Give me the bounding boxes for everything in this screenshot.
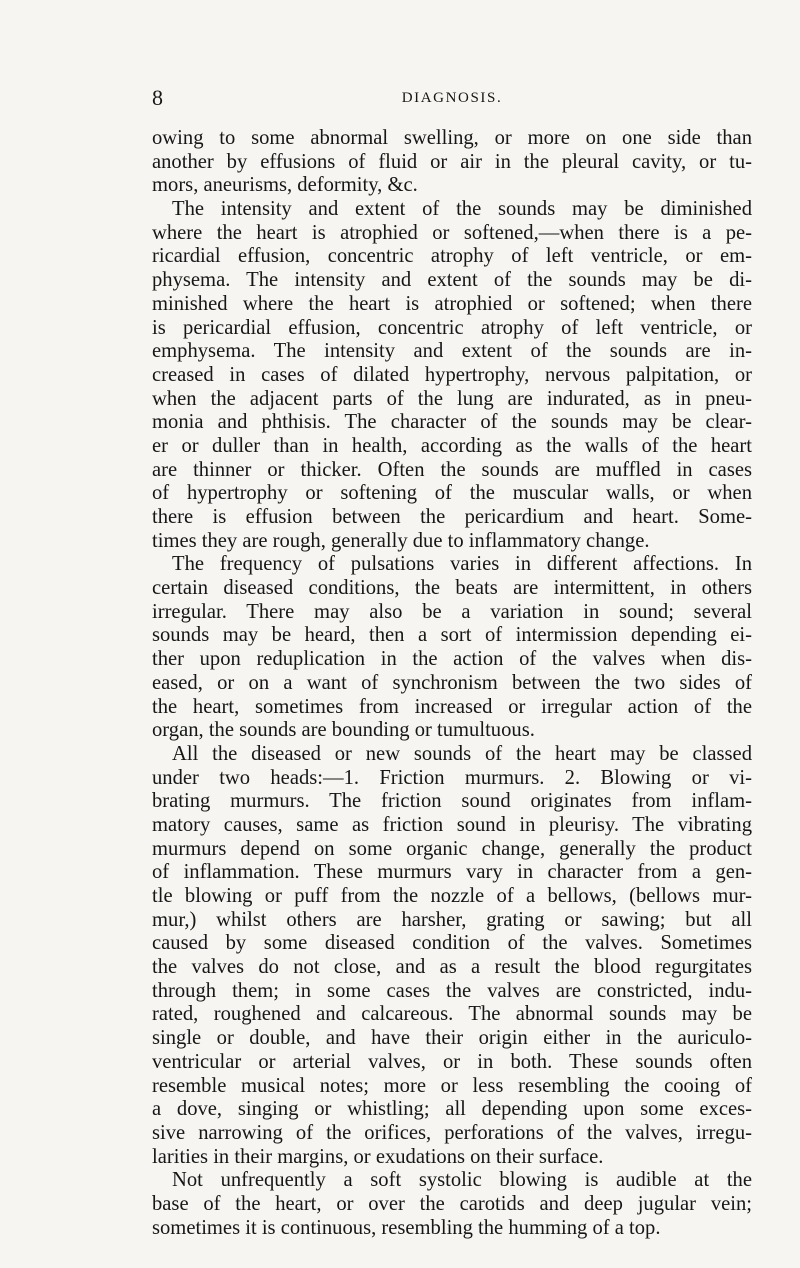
text-line: mur,) whilst others are harsher, grating or sawing; but all xyxy=(152,908,752,931)
text-line: owing to some abnormal swelling, or more on one side than xyxy=(152,127,752,149)
text-line: times they are rough, generally due to inflammatory change. xyxy=(152,529,650,552)
text-line: the heart, sometimes from increased or irregular action of the xyxy=(152,695,752,718)
text-line: Not unfrequently a soft systolic blowing is audible at the xyxy=(172,1169,752,1192)
running-head: DIAGNOSIS. xyxy=(401,90,503,106)
text-line: minished where the heart is atrophied or softened; when there xyxy=(152,292,752,315)
text-line: single or double, and have their origin either in the auriculo- xyxy=(152,1027,752,1050)
text-line: ther upon reduplication in the action of the valves when dis- xyxy=(152,648,752,671)
text-line: er or duller than in health, according as the walls of the heart xyxy=(152,434,752,457)
text-line: resemble musical notes; more or less resembling the cooing of xyxy=(152,1074,752,1097)
text-line: is pericardial effusion, concentric atrophy of left ventricle, or xyxy=(152,316,752,339)
paragraph xyxy=(152,1169,752,1240)
text-line: sive narrowing of the orifices, perforations of the valves, irregu- xyxy=(152,1121,752,1144)
text-line: are thinner or thicker. Often the sounds are muffled in cases xyxy=(152,458,752,481)
text-line: irregular. There may also be a variation in sound; several xyxy=(152,600,752,623)
text-line: monia and phthisis. The character of the sounds may be clear- xyxy=(152,411,752,434)
text-line: The intensity and extent of the sounds may be diminished xyxy=(172,198,752,221)
text-line: of inflammation. These murmurs vary in character from a gen- xyxy=(152,861,752,884)
text-line: through them; in some cases the valves are constricted, indu- xyxy=(152,979,752,1002)
paragraph xyxy=(152,743,752,1169)
text-line: there is effusion between the pericardium and heart. Some- xyxy=(152,506,752,528)
text-line: tle blowing or puff from the nozzle of a bellows, (bellows mur- xyxy=(152,885,752,907)
text-line: murmurs depend on some organic change, generally the product xyxy=(152,837,752,860)
text-line: of hypertrophy or softening of the muscular walls, or when xyxy=(152,482,752,505)
paragraph xyxy=(152,553,752,743)
paragraph xyxy=(152,198,752,553)
text-line: rated, roughened and calcareous. The abnormal sounds may be xyxy=(152,1003,752,1026)
text-line: All the diseased or new sounds of the heart may be classed xyxy=(172,742,752,765)
text-line: a dove, singing or whistling; all depending upon some exces- xyxy=(152,1098,752,1121)
text-line: base of the heart, or over the carotids and deep jugular vein; xyxy=(152,1192,752,1215)
text-line: brating murmurs. The friction sound originates from inflam- xyxy=(152,790,752,813)
text-line: another by effusions of fluid or air in the pleural cavity, or tu- xyxy=(152,150,752,173)
text-line: caused by some diseased condition of the valves. Sometimes xyxy=(152,932,752,955)
text-line: creased in cases of dilated hypertrophy, nervous palpitation, or xyxy=(152,363,752,386)
paragraph xyxy=(152,127,752,198)
body-text xyxy=(152,127,752,1240)
text-line: mors, aneurisms, deformity, &c. xyxy=(152,174,418,197)
text-line: where the heart is atrophied or softened,—when there is a pe- xyxy=(152,221,752,244)
text-line: larities in their margins, or exudations on their surface. xyxy=(152,1145,604,1168)
page-number: 8 xyxy=(152,85,163,110)
text-line: The frequency of pulsations varies in different affections. In xyxy=(172,553,752,576)
text-line: certain diseased conditions, the beats are intermittent, in others xyxy=(152,577,752,600)
text-line: under two heads:—1. Friction murmurs. 2. Blowing or vi- xyxy=(152,766,752,789)
text-line: organ, the sounds are bounding or tumultuous. xyxy=(152,719,535,742)
text-line: eased, or on a want of synchronism between the two sides of xyxy=(152,671,752,694)
page-header xyxy=(152,86,752,110)
text-line: sometimes it is continuous, resembling the humming of a top. xyxy=(152,1216,661,1239)
text-line: when the adjacent parts of the lung are indurated, as in pneu- xyxy=(152,387,752,410)
text-line: the valves do not close, and as a result the blood regurgitates xyxy=(152,956,752,979)
text-line: emphysema. The intensity and extent of the sounds are in- xyxy=(152,340,752,363)
text-line: ventricular or arterial valves, or in both. These sounds often xyxy=(152,1050,752,1073)
text-line: matory causes, same as friction sound in pleurisy. The vibrating xyxy=(152,813,752,836)
text-line: ricardial effusion, concentric atrophy of left ventricle, or em- xyxy=(152,245,752,268)
text-line: sounds may be heard, then a sort of intermission depending ei- xyxy=(152,624,752,647)
text-line: physema. The intensity and extent of the sounds may be di- xyxy=(152,269,752,292)
